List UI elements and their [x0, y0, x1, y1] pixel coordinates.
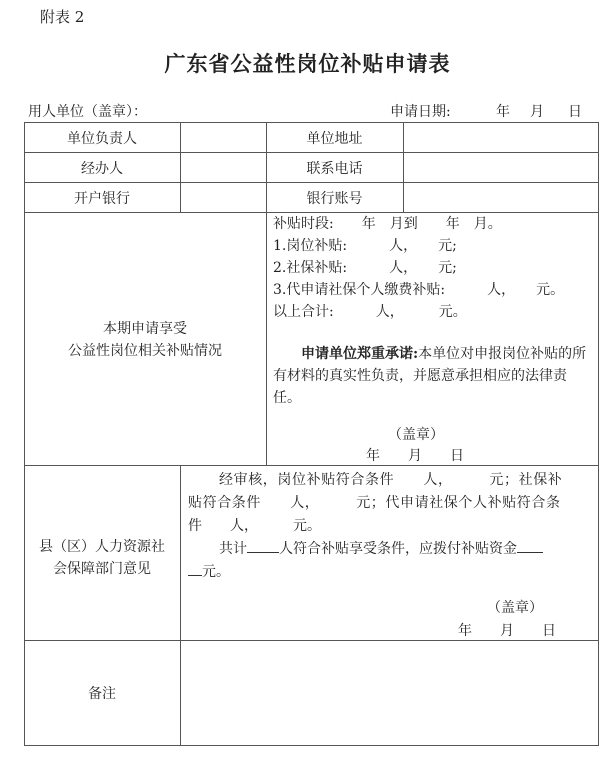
label-account: 银行账号	[306, 191, 363, 207]
total-label: 共计	[219, 541, 247, 557]
promise-body: 本单位对申报岗位补贴的所有材料的真实性负责，并愿意承担相应的法律责任。	[273, 346, 587, 406]
yuan-label: 元。	[202, 564, 230, 580]
review-line-3: 件 人， 元。	[188, 518, 321, 534]
subsidy-item-3: 3.代申请社保个人缴费补贴: 人， 元。	[273, 282, 565, 298]
label-bank: 开户银行	[74, 191, 130, 207]
subsidy-label-2: 公益性岗位相关补贴情况	[68, 343, 222, 359]
label-phone: 联系电话	[306, 161, 363, 177]
label-unit-head: 单位负责人	[67, 131, 137, 147]
review-stamp: （盖章）	[487, 600, 543, 616]
subsidy-total: 以上合计: 人， 元。	[273, 304, 467, 320]
review-label-1: 县（区）人力资源社	[39, 539, 165, 555]
apply-date-day: 日	[568, 104, 582, 120]
total-amount-blank[interactable]	[517, 538, 543, 553]
review-line-2: 贴符合条件 人， 元；代申请社保个人补贴符合条	[188, 495, 561, 511]
remarks-label: 备注	[88, 686, 116, 702]
subsidy-date: 年 月 日	[366, 448, 464, 464]
promise-heading: 申请单位郑重承诺:	[301, 346, 419, 362]
subsidy-period: 补贴时段: 年 月到 年 月。	[273, 216, 502, 232]
form-title: 广东省公益性岗位补贴申请表	[164, 51, 451, 76]
review-label-2: 会保障部门意见	[53, 561, 151, 577]
phone-field[interactable]	[404, 153, 597, 181]
label-unit-address: 单位地址	[306, 131, 363, 147]
total-amount-blank-cont[interactable]	[188, 561, 202, 576]
subsidy-label-1: 本期申请享受	[103, 321, 187, 337]
review-line-4	[219, 538, 543, 558]
subsidy-item-1: 1.岗位补贴: 人， 元;	[273, 238, 457, 254]
account-field[interactable]	[404, 183, 597, 211]
review-line-1: 经审核，岗位补贴符合条件 人， 元；社保补	[219, 472, 563, 488]
apply-date-month: 月	[530, 104, 544, 120]
appendix-label: 附表 2	[40, 8, 85, 26]
total-text: 人符合补贴享受条件，应拨付补贴资金	[279, 541, 517, 557]
promise-text	[273, 343, 591, 409]
apply-date-label: 申请日期:	[390, 104, 451, 120]
review-date: 年 月 日	[458, 623, 556, 639]
subsidy-stamp: （盖章）	[388, 427, 444, 443]
unit-address-field[interactable]	[404, 123, 597, 151]
review-line-5	[188, 561, 230, 581]
label-handler: 经办人	[81, 161, 123, 177]
bank-field[interactable]	[181, 183, 265, 211]
table-border	[24, 745, 599, 746]
total-persons-blank[interactable]	[247, 538, 279, 553]
row-divider	[24, 465, 599, 466]
employer-label: 用人单位（盖章）：	[28, 104, 147, 120]
subsidy-item-2: 2.社保补贴: 人， 元;	[273, 260, 457, 276]
table-border	[24, 122, 25, 746]
apply-date-year: 年	[496, 104, 510, 120]
table-border	[598, 122, 599, 746]
handler-field[interactable]	[181, 153, 265, 181]
remarks-field[interactable]	[181, 641, 597, 744]
unit-head-field[interactable]	[181, 123, 265, 151]
